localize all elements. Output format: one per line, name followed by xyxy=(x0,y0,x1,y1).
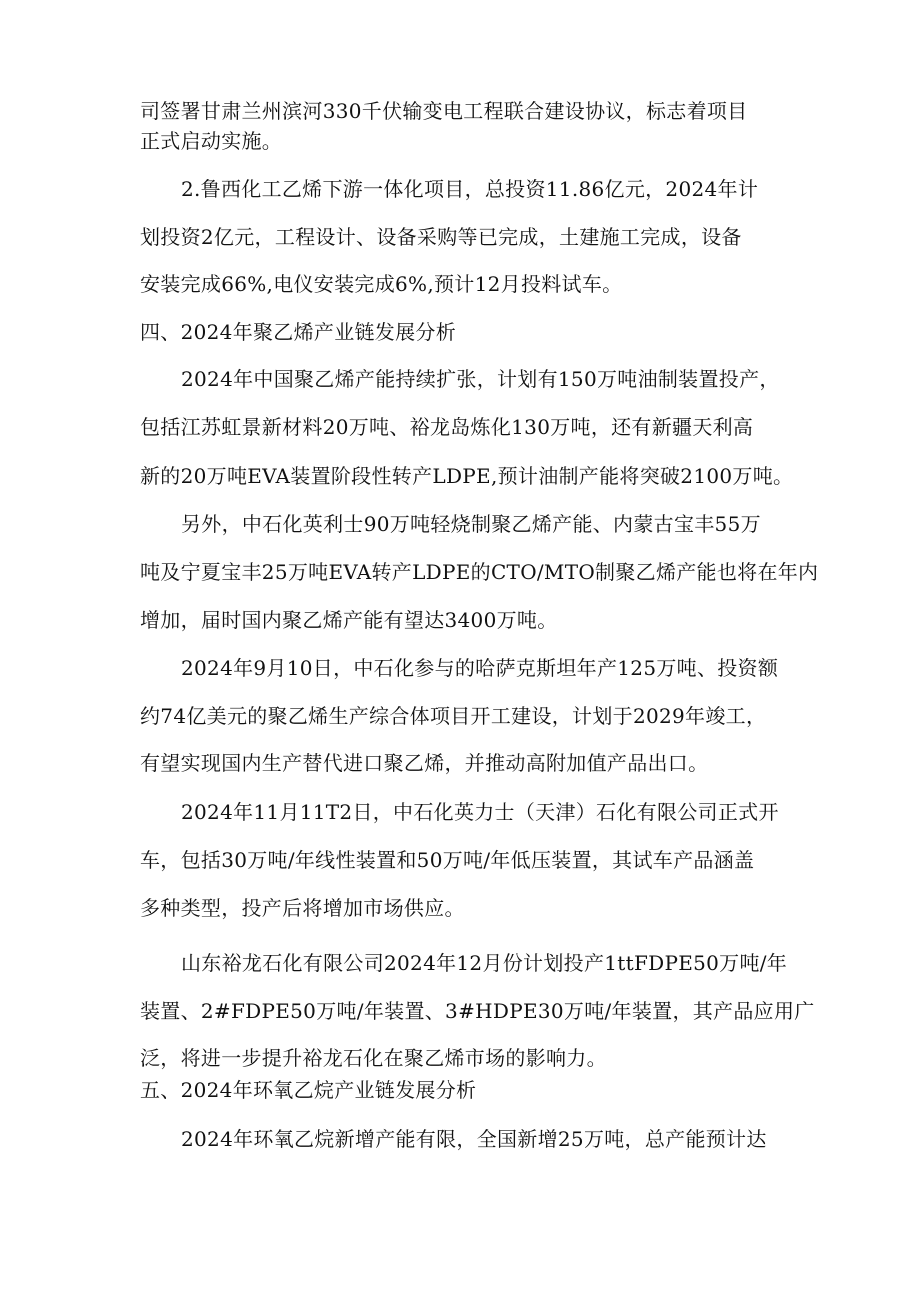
text-line: 增加，届时国内聚乙烯产能有望达3400万吨。 xyxy=(140,608,558,632)
text-line: 2024年11月11T2日，中石化英力士（天津）石化有限公司正式开 xyxy=(181,800,779,824)
section-heading: 五、2024年环氧乙烷产业链发展分析 xyxy=(140,1078,477,1102)
text-line: 2.鲁西化工乙烯下游一体化项目，总投资11.86亿元，2024年计 xyxy=(181,177,759,201)
text-line: 装置、2#FDPE50万吨/年装置、3#HDPE30万吨/年装置，其产品应用广 xyxy=(140,999,815,1023)
text-line: 车，包括30万吨/年线性装置和50万吨/年低压装置，其试车产品涵盖 xyxy=(140,848,755,872)
text-line: 约74亿美元的聚乙烯生产综合体项目开工建设，计划于2029年竣工， xyxy=(140,704,767,728)
text-line: 划投资2亿元，工程设计、设备采购等已完成，土建施工完成，设备 xyxy=(140,225,742,249)
text-line: 多种类型，投产后将增加市场供应。 xyxy=(140,896,465,920)
text-line: 安装完成66%,电仪安装完成6%,预计12月投料试车。 xyxy=(140,272,623,296)
text-line: 2024年9月10日，中石化参与的哈萨克斯坦年产125万吨、投资额 xyxy=(181,656,779,680)
text-line: 另外，中石化英利士90万吨轻烧制聚乙烯产能、内蒙古宝丰55万 xyxy=(181,512,761,536)
text-line: 山东裕龙石化有限公司2024年12月份计划投产1ttFDPE50万吨/年 xyxy=(181,951,788,975)
text-line: 包括江苏虹景新材料20万吨、裕龙岛炼化130万吨，还有新疆天利高 xyxy=(140,415,754,439)
text-line: 泛，将进一步提升裕龙石化在聚乙烯市场的影响力。 xyxy=(140,1046,607,1070)
text-line: 2024年中国聚乙烯产能持续扩张，计划有150万吨油制装置投产， xyxy=(181,367,780,391)
text-line: 2024年环氧乙烷新增产能有限，全国新增25万吨，总产能预计达 xyxy=(181,1127,767,1151)
text-line: 新的20万吨EVA装置阶段性转产LDPE,预计油制产能将突破2100万吨。 xyxy=(140,464,794,488)
text-line: 司签署甘肃兰州滨河330千伏输变电工程联合建设协议，标志着项目 xyxy=(140,99,748,123)
text-line: 有望实现国内生产替代进口聚乙烯，并推动高附加值产品出口。 xyxy=(140,751,709,775)
text-line: 正式启动实施。 xyxy=(140,129,283,153)
text-line: 吨及宁夏宝丰25万吨EVA转产LDPE的CTO/MTO制聚乙烯产能也将在年内 xyxy=(140,560,819,584)
section-heading: 四、2024年聚乙烯产业链发展分析 xyxy=(140,320,456,344)
